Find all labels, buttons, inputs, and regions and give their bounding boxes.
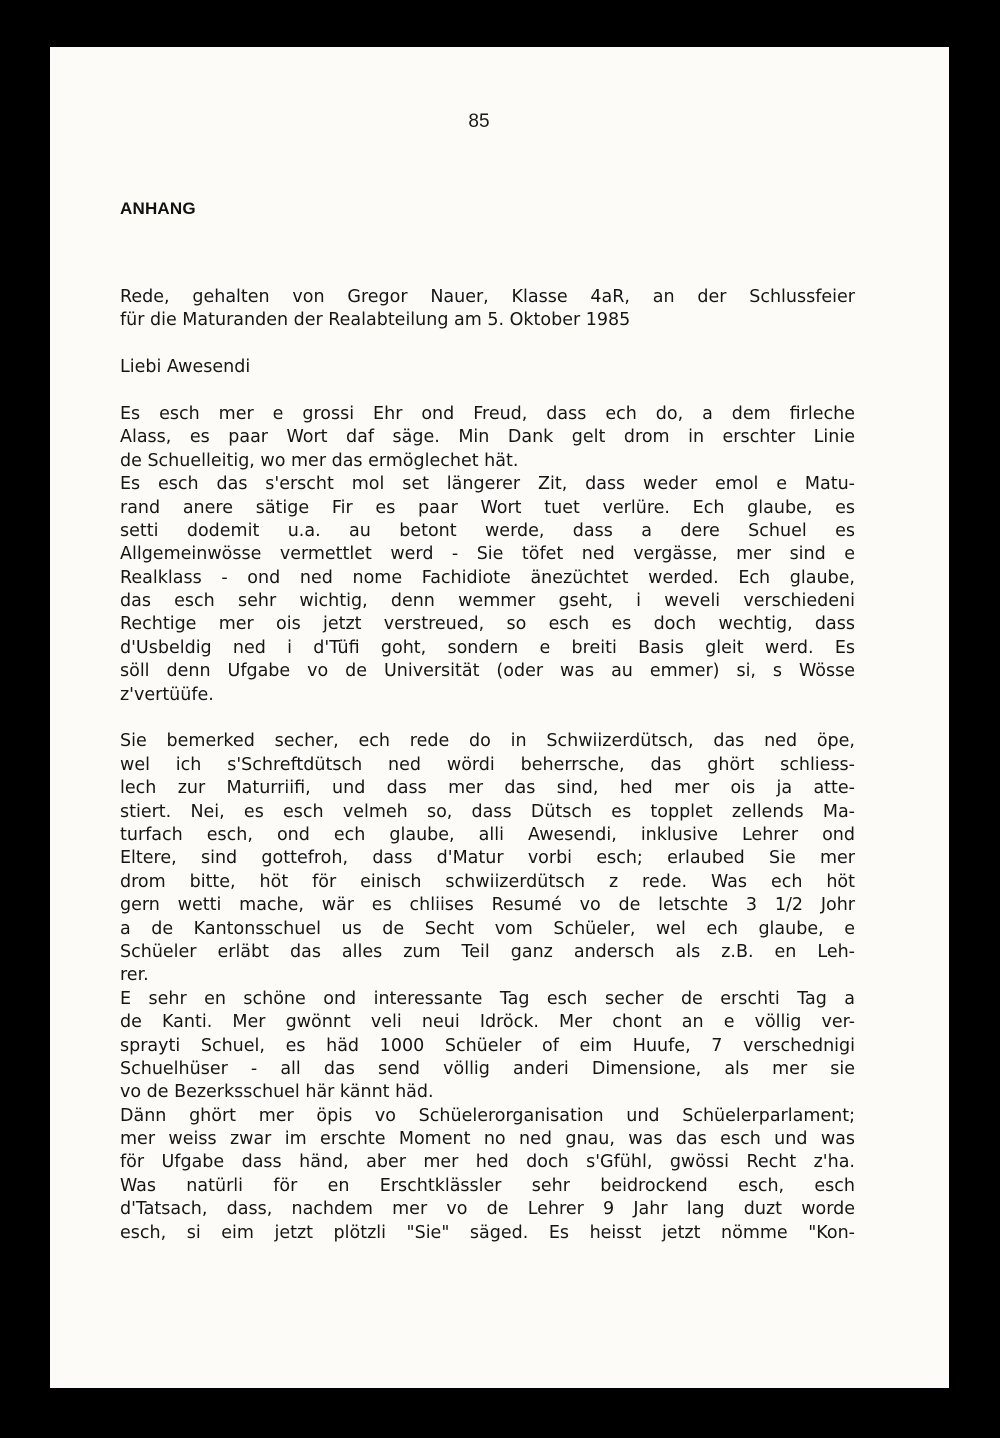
text-line: d'Tatsach, dass, nachdem mer vo de Lehrer 9 Jahr lang duzt worde xyxy=(120,1199,855,1220)
paragraph xyxy=(120,988,855,1105)
text-line: Rechtige mer ois jetzt verstreued, so esch es doch wechtig, dass xyxy=(120,614,855,635)
text-line: sprayti Schuel, es häd 1000 Schüeler of eim Huufe, 7 verschednigi xyxy=(120,1035,855,1056)
text-line: das esch sehr wichtig, denn wemmer gseht, i weveli verschiedeni xyxy=(120,591,855,612)
paragraph xyxy=(120,730,855,987)
text-line: drom bitte, höt för einisch schwiizerdütsch z rede. Was ech höt xyxy=(120,871,855,892)
text-line: Liebi Awesendi xyxy=(120,357,251,378)
text-line: Es esch das s'erscht mol set längerer Zit, dass weder emol e Matu- xyxy=(120,474,855,495)
text-line: d'Usbeldig ned i d'Tüfi goht, sondern e breiti Basis gleit werd. Es xyxy=(120,637,855,658)
text-line: vo de Bezerksschuel här kännt häd. xyxy=(120,1082,434,1103)
text-line: Was natürli för en Erschtklässler sehr beidrockend esch, esch xyxy=(120,1175,855,1196)
text-line: rand anere sätige Fir es paar Wort tuet verlüre. Ech glaube, es xyxy=(120,497,855,518)
text-line: de Kanti. Mer gwönnt veli neui Idröck. Mer chont an e völlig ver- xyxy=(120,1012,855,1033)
text-line: Schüeler erläbt das alles zum Teil ganz andersch als z.B. en Leh- xyxy=(120,941,855,962)
salutation xyxy=(120,356,855,379)
text-line: setti dodemit u.a. au betont werde, dass a dere Schuel es xyxy=(120,520,855,541)
text-line: Allgemeinwösse vermettlet werd - Sie töfet ned vergässe, mer sind e xyxy=(120,544,855,565)
document-body xyxy=(120,286,855,1245)
text-line: Realklass - ond ned nome Fachidiote änezüchtet werded. Ech glaube, xyxy=(120,567,855,588)
text-line: für die Maturanden der Realabteilung am 5. Oktober 1985 xyxy=(120,310,631,331)
text-line: gern wetti mache, wär es chliises Resumé vo de letschte 3 1/2 Johr xyxy=(120,895,855,916)
text-line: mer weiss zwar im erschte Moment no ned gnau, was das esch und was xyxy=(120,1129,855,1150)
text-line: stiert. Nei, es esch velmeh so, dass Dütsch es topplet zellends Ma- xyxy=(120,801,855,822)
paragraph xyxy=(120,473,855,707)
text-line: Es esch mer e grossi Ehr ond Freud, dass ech do, a dem firleche xyxy=(120,403,855,424)
text-line: lech zur Maturriifi, und dass mer das sind, hed mer ois ja atte- xyxy=(120,778,855,799)
paragraph xyxy=(120,403,855,473)
text-line: z'vertüüfe. xyxy=(120,684,214,705)
text-line: esch, si eim jetzt plötzli "Sie" säged. Es heisst jetzt nömme "Kon- xyxy=(120,1222,855,1243)
page-number: 85 xyxy=(468,111,490,132)
paragraph xyxy=(120,1105,855,1245)
intro-paragraph xyxy=(120,286,855,333)
document-page xyxy=(50,47,949,1388)
text-line: Eltere, sind gottefroh, dass d'Matur vorbi esch; erlaubed Sie mer xyxy=(120,848,855,869)
text-line: Schuelhüser - all das send völlig anderi Dimensione, als mer sie xyxy=(120,1058,855,1079)
section-heading: ANHANG xyxy=(120,199,196,218)
text-line: Dänn ghört mer öpis vo Schüelerorganisation und Schüelerparlament; xyxy=(120,1105,855,1126)
text-line: rer. xyxy=(120,965,149,986)
text-line: Alass, es paar Wort daf säge. Min Dank gelt drom in erschter Linie xyxy=(120,427,855,448)
text-line: Rede, gehalten von Gregor Nauer, Klasse 4aR, an der Schlussfeier xyxy=(120,287,855,307)
text-line: a de Kantonsschuel us de Secht vom Schüeler, wel ech glaube, e xyxy=(120,918,855,939)
text-line: E sehr en schöne ond interessante Tag esch secher de erschti Tag a xyxy=(120,988,855,1009)
text-line: söll denn Ufgabe vo de Universität (oder was au emmer) si, s Wösse xyxy=(120,661,855,682)
text-line: wel ich s'Schreftdütsch ned wördi beherrsche, das ghört schliess- xyxy=(120,754,855,775)
text-line: för Ufgabe dass händ, aber mer hed doch s'Gfühl, gwössi Recht z'ha. xyxy=(120,1152,855,1173)
text-line: de Schuelleitig, wo mer das ermöglechet hät. xyxy=(120,450,519,471)
text-line: turfach esch, ond ech glaube, alli Awesendi, inklusive Lehrer ond xyxy=(120,824,855,845)
text-line: Sie bemerked secher, ech rede do in Schwiizerdütsch, das ned öpe, xyxy=(120,731,855,752)
